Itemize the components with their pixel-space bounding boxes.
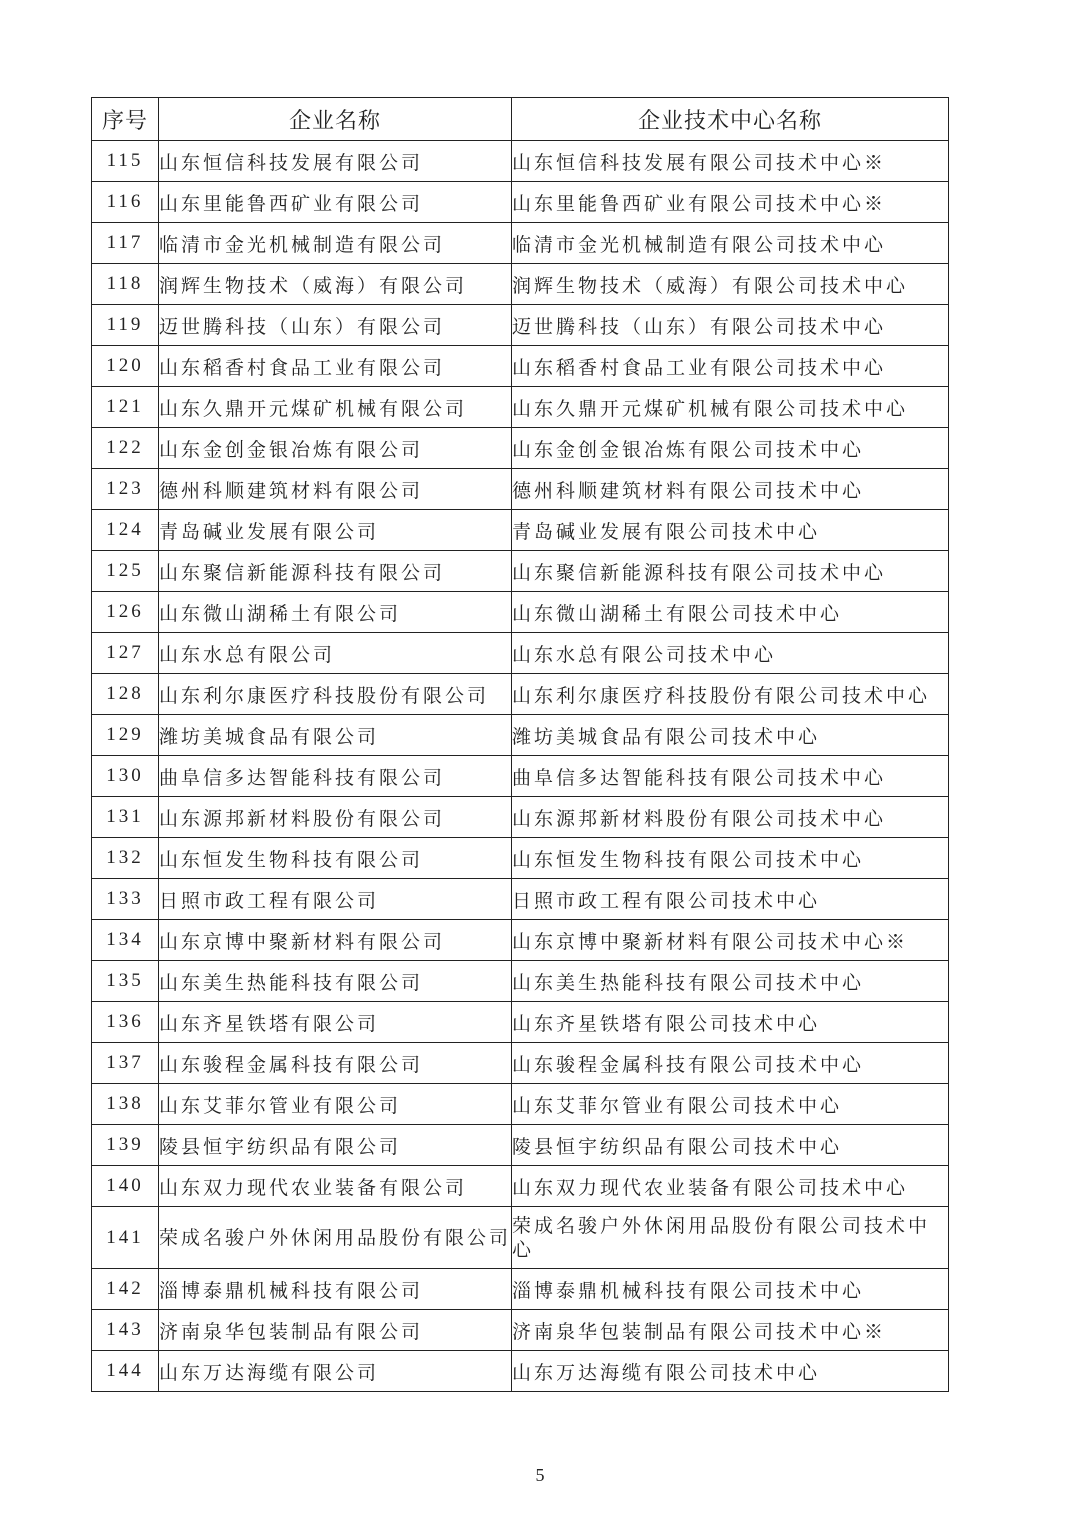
table-row <box>92 1310 949 1351</box>
company-name-cell <box>159 961 512 1002</box>
tech-center-name-cell-text: 山东水总有限公司技术中心 <box>512 643 777 666</box>
tech-center-name-cell <box>512 223 949 264</box>
table-row <box>92 264 949 305</box>
tech-center-name-cell-text: 山东聚信新能源科技有限公司技术中心 <box>512 561 887 584</box>
company-name-cell <box>159 1310 512 1351</box>
tech-center-name-cell-text: 淄博泰鼎机械科技有限公司技术中心 <box>512 1279 865 1302</box>
company-name-cell-text: 山东万达海缆有限公司 <box>159 1361 380 1384</box>
company-name-cell <box>159 1125 512 1166</box>
tech-center-name-cell <box>512 469 949 510</box>
company-name-cell-text: 山东双力现代农业装备有限公司 <box>159 1176 468 1199</box>
row-number-text: 128 <box>106 683 144 704</box>
row-number <box>92 715 159 756</box>
tech-center-name-cell <box>512 387 949 428</box>
row-number <box>92 1269 159 1310</box>
tech-center-name-cell-text: 山东微山湖稀土有限公司技术中心 <box>512 602 843 625</box>
tech-center-name-cell-text: 临清市金光机械制造有限公司技术中心 <box>512 233 887 256</box>
tech-center-name-cell <box>512 592 949 633</box>
tech-center-name-cell-text: 山东美生热能科技有限公司技术中心 <box>512 971 865 994</box>
company-name-cell-text: 淄博泰鼎机械科技有限公司 <box>159 1279 424 1302</box>
row-number <box>92 1043 159 1084</box>
tech-center-name-cell <box>512 715 949 756</box>
tech-center-name-cell-text: 山东里能鲁西矿业有限公司技术中心※ <box>512 192 887 215</box>
company-name-cell-text: 山东久鼎开元煤矿机械有限公司 <box>159 397 468 420</box>
tech-center-name-cell <box>512 346 949 387</box>
row-number-text: 122 <box>106 437 144 458</box>
tech-center-name-cell-text: 日照市政工程有限公司技术中心 <box>512 889 821 912</box>
tech-center-name-cell <box>512 1310 949 1351</box>
tech-center-name-cell-text: 荣成名骏户外休闲用品股份有限公司技术中心 <box>512 1214 931 1261</box>
company-name-cell-text: 陵县恒宇纺织品有限公司 <box>159 1135 402 1158</box>
row-number-text: 119 <box>106 314 144 335</box>
tech-center-name-cell-text: 曲阜信多达智能科技有限公司技术中心 <box>512 766 887 789</box>
row-number-text: 136 <box>106 1011 144 1032</box>
company-name-cell-text: 山东金创金银冶炼有限公司 <box>159 438 424 461</box>
company-name-cell-text: 山东恒发生物科技有限公司 <box>159 848 424 871</box>
enterprise-table <box>91 97 949 1392</box>
tech-center-name-cell <box>512 428 949 469</box>
row-number <box>92 510 159 551</box>
tech-center-name-cell <box>512 1207 949 1269</box>
tech-center-name-cell <box>512 141 949 182</box>
table-header-row <box>92 98 949 141</box>
row-number <box>92 469 159 510</box>
table-row <box>92 797 949 838</box>
row-number-text: 142 <box>106 1278 144 1299</box>
row-number <box>92 633 159 674</box>
company-name-cell <box>159 305 512 346</box>
table-row <box>92 1269 949 1310</box>
row-number <box>92 223 159 264</box>
row-number <box>92 1207 159 1269</box>
tech-center-name-cell-text: 山东稻香村食品工业有限公司技术中心 <box>512 356 887 379</box>
company-name-cell <box>159 1351 512 1392</box>
row-number <box>92 756 159 797</box>
tech-center-name-cell-text: 陵县恒宇纺织品有限公司技术中心 <box>512 1135 843 1158</box>
company-name-cell-text: 润辉生物技术（威海）有限公司 <box>159 274 468 297</box>
row-number-text: 140 <box>106 1175 144 1196</box>
tech-center-name-cell-text: 山东齐星铁塔有限公司技术中心 <box>512 1012 821 1035</box>
table-row <box>92 674 949 715</box>
company-name-cell-text: 迈世腾科技（山东）有限公司 <box>159 315 446 338</box>
tech-center-name-cell-text: 山东久鼎开元煤矿机械有限公司技术中心 <box>512 397 909 420</box>
row-number <box>92 920 159 961</box>
tech-center-name-cell <box>512 920 949 961</box>
table-row <box>92 961 949 1002</box>
company-name-cell-text: 山东骏程金属科技有限公司 <box>159 1053 424 1076</box>
row-number <box>92 961 159 1002</box>
table-row <box>92 1002 949 1043</box>
table-row <box>92 428 949 469</box>
row-number <box>92 674 159 715</box>
row-number-text: 126 <box>106 601 144 622</box>
table-row <box>92 1125 949 1166</box>
company-name-cell-text: 潍坊美城食品有限公司 <box>159 725 380 748</box>
tech-center-name-cell-text: 山东骏程金属科技有限公司技术中心 <box>512 1053 865 1076</box>
row-number <box>92 182 159 223</box>
tech-center-name-cell <box>512 1125 949 1166</box>
tech-center-name-cell <box>512 1084 949 1125</box>
table-row <box>92 469 949 510</box>
tech-center-name-cell-text: 迈世腾科技（山东）有限公司技术中心 <box>512 315 887 338</box>
tech-center-name-cell <box>512 633 949 674</box>
row-number <box>92 305 159 346</box>
row-number-text: 141 <box>106 1226 144 1248</box>
row-number-text: 127 <box>106 642 144 663</box>
table-row <box>92 592 949 633</box>
row-number-text: 134 <box>106 929 144 950</box>
row-number <box>92 592 159 633</box>
company-name-cell <box>159 920 512 961</box>
header-company-name: 企业名称 <box>159 98 512 141</box>
tech-center-name-cell-text: 山东万达海缆有限公司技术中心 <box>512 1361 821 1384</box>
header-tech-center-name: 企业技术中心名称 <box>512 98 949 141</box>
tech-center-name-cell <box>512 1269 949 1310</box>
table-row <box>92 1351 949 1392</box>
row-number-text: 143 <box>106 1319 144 1340</box>
company-name-cell-text: 荣成名骏户外休闲用品股份有限公司 <box>159 1226 512 1249</box>
company-name-cell <box>159 1002 512 1043</box>
company-name-cell <box>159 182 512 223</box>
tech-center-name-cell-text: 山东金创金银冶炼有限公司技术中心 <box>512 438 865 461</box>
row-number <box>92 1351 159 1392</box>
company-name-cell <box>159 756 512 797</box>
tech-center-name-cell <box>512 674 949 715</box>
row-number-text: 137 <box>106 1052 144 1073</box>
row-number <box>92 1310 159 1351</box>
row-number <box>92 797 159 838</box>
tech-center-name-cell <box>512 1166 949 1207</box>
row-number-text: 118 <box>106 273 144 294</box>
row-number-text: 144 <box>106 1360 144 1381</box>
tech-center-name-cell-text: 济南泉华包装制品有限公司技术中心※ <box>512 1320 887 1343</box>
tech-center-name-cell-text: 德州科顺建筑材料有限公司技术中心 <box>512 479 865 502</box>
row-number <box>92 428 159 469</box>
company-name-cell <box>159 797 512 838</box>
company-name-cell <box>159 1207 512 1269</box>
row-number <box>92 387 159 428</box>
company-name-cell <box>159 387 512 428</box>
row-number-text: 131 <box>106 806 144 827</box>
row-number-text: 139 <box>106 1134 144 1155</box>
company-name-cell-text: 山东利尔康医疗科技股份有限公司 <box>159 684 490 707</box>
tech-center-name-cell <box>512 510 949 551</box>
tech-center-name-cell-text: 山东双力现代农业装备有限公司技术中心 <box>512 1176 909 1199</box>
tech-center-name-cell <box>512 182 949 223</box>
row-number <box>92 346 159 387</box>
company-name-cell <box>159 633 512 674</box>
row-number <box>92 141 159 182</box>
tech-center-name-cell-text: 山东源邦新材料股份有限公司技术中心 <box>512 807 887 830</box>
tech-center-name-cell-text: 潍坊美城食品有限公司技术中心 <box>512 725 821 748</box>
row-number-text: 133 <box>106 888 144 909</box>
row-number-text: 115 <box>106 150 144 171</box>
company-name-cell-text: 青岛碱业发展有限公司 <box>159 520 380 543</box>
table-row <box>92 1166 949 1207</box>
row-number-text: 129 <box>106 724 144 745</box>
tech-center-name-cell <box>512 551 949 592</box>
company-name-cell-text: 曲阜信多达智能科技有限公司 <box>159 766 446 789</box>
company-name-cell <box>159 1084 512 1125</box>
company-name-cell-text: 山东美生热能科技有限公司 <box>159 971 424 994</box>
table-row <box>92 920 949 961</box>
tech-center-name-cell-text: 山东艾菲尔管业有限公司技术中心 <box>512 1094 843 1117</box>
table-row <box>92 715 949 756</box>
row-number-text: 116 <box>106 191 144 212</box>
row-number <box>92 838 159 879</box>
tech-center-name-cell-text: 山东恒信科技发展有限公司技术中心※ <box>512 151 887 174</box>
company-name-cell-text: 山东恒信科技发展有限公司 <box>159 151 424 174</box>
tech-center-name-cell-text: 青岛碱业发展有限公司技术中心 <box>512 520 821 543</box>
company-name-cell <box>159 551 512 592</box>
company-name-cell-text: 德州科顺建筑材料有限公司 <box>159 479 424 502</box>
company-name-cell <box>159 838 512 879</box>
company-name-cell <box>159 715 512 756</box>
tech-center-name-cell <box>512 838 949 879</box>
tech-center-name-cell <box>512 797 949 838</box>
page-number: 5 <box>535 1465 545 1485</box>
tech-center-name-cell-text: 山东利尔康医疗科技股份有限公司技术中心 <box>512 684 931 707</box>
company-name-cell <box>159 141 512 182</box>
company-name-cell-text: 山东聚信新能源科技有限公司 <box>159 561 446 584</box>
row-number <box>92 1084 159 1125</box>
company-name-cell <box>159 879 512 920</box>
row-number <box>92 1166 159 1207</box>
tech-center-name-cell <box>512 1351 949 1392</box>
row-number-text: 123 <box>106 478 144 499</box>
company-name-cell-text: 山东微山湖稀土有限公司 <box>159 602 402 625</box>
table-row <box>92 633 949 674</box>
tech-center-name-cell <box>512 879 949 920</box>
tech-center-name-cell <box>512 1002 949 1043</box>
table-row <box>92 346 949 387</box>
tech-center-name-cell-text: 润辉生物技术（威海）有限公司技术中心 <box>512 274 909 297</box>
tech-center-name-cell <box>512 305 949 346</box>
table-row <box>92 756 949 797</box>
table-row <box>92 1084 949 1125</box>
company-name-cell-text: 济南泉华包装制品有限公司 <box>159 1320 424 1343</box>
row-number <box>92 879 159 920</box>
table-row <box>92 879 949 920</box>
tech-center-name-cell <box>512 961 949 1002</box>
tech-center-name-cell-text: 山东京博中聚新材料有限公司技术中心※ <box>512 930 909 953</box>
company-name-cell-text: 山东齐星铁塔有限公司 <box>159 1012 380 1035</box>
row-number <box>92 1125 159 1166</box>
company-name-cell <box>159 1166 512 1207</box>
row-number-text: 125 <box>106 560 144 581</box>
company-name-cell-text: 山东京博中聚新材料有限公司 <box>159 930 446 953</box>
row-number-text: 135 <box>106 970 144 991</box>
table-row <box>92 223 949 264</box>
company-name-cell-text: 山东稻香村食品工业有限公司 <box>159 356 446 379</box>
row-number <box>92 264 159 305</box>
tech-center-name-cell <box>512 1043 949 1084</box>
table-row <box>92 838 949 879</box>
header-number: 序号 <box>92 98 159 141</box>
row-number <box>92 551 159 592</box>
company-name-cell <box>159 510 512 551</box>
table-row <box>92 510 949 551</box>
company-name-cell <box>159 469 512 510</box>
company-name-cell <box>159 428 512 469</box>
row-number-text: 132 <box>106 847 144 868</box>
row-number <box>92 1002 159 1043</box>
table-row <box>92 1043 949 1084</box>
company-name-cell <box>159 223 512 264</box>
table-row <box>92 551 949 592</box>
company-name-cell <box>159 1043 512 1084</box>
table-row <box>92 141 949 182</box>
tech-center-name-cell <box>512 756 949 797</box>
company-name-cell <box>159 674 512 715</box>
table-row <box>92 305 949 346</box>
row-number-text: 121 <box>106 396 144 417</box>
company-name-cell-text: 日照市政工程有限公司 <box>159 889 380 912</box>
company-name-cell-text: 山东水总有限公司 <box>159 643 336 666</box>
company-name-cell <box>159 264 512 305</box>
row-number-text: 130 <box>106 765 144 786</box>
company-name-cell-text: 山东艾菲尔管业有限公司 <box>159 1094 402 1117</box>
company-name-cell-text: 山东里能鲁西矿业有限公司 <box>159 192 424 215</box>
company-name-cell <box>159 592 512 633</box>
company-name-cell-text: 临清市金光机械制造有限公司 <box>159 233 446 256</box>
company-name-cell-text: 山东源邦新材料股份有限公司 <box>159 807 446 830</box>
row-number-text: 120 <box>106 355 144 376</box>
tech-center-name-cell-text: 山东恒发生物科技有限公司技术中心 <box>512 848 865 871</box>
row-number-text: 138 <box>106 1093 144 1114</box>
tech-center-name-cell <box>512 264 949 305</box>
table-row <box>92 1207 949 1269</box>
row-number-text: 124 <box>106 519 144 540</box>
table-row <box>92 182 949 223</box>
company-name-cell <box>159 346 512 387</box>
company-name-cell <box>159 1269 512 1310</box>
table-row <box>92 387 949 428</box>
row-number-text: 117 <box>106 232 144 253</box>
